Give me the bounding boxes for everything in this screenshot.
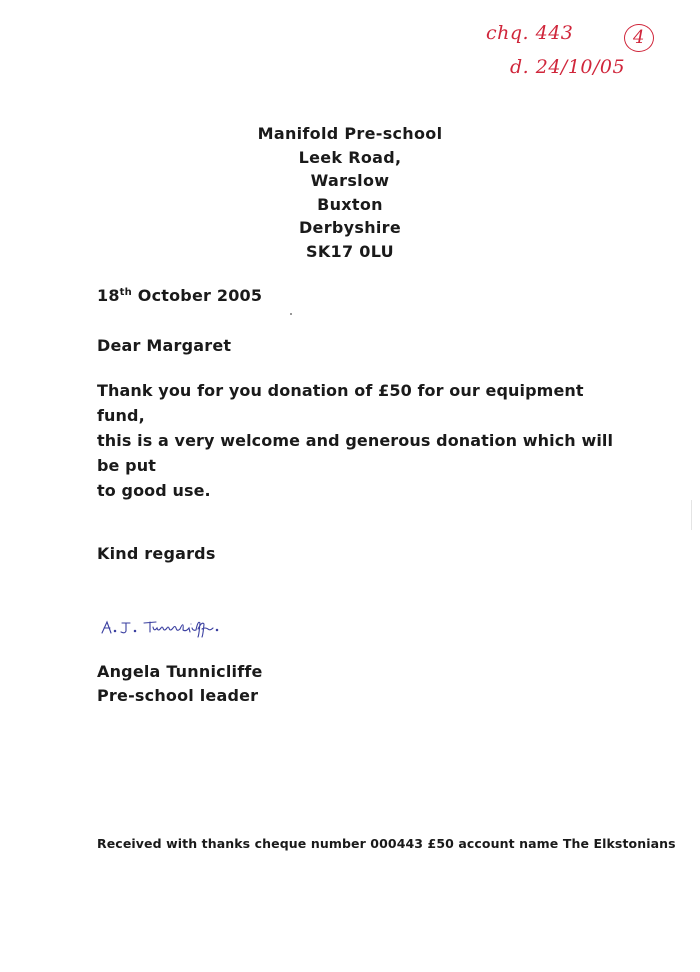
handwritten-signature — [100, 617, 260, 639]
signer-name: Angela Tunnicliffe — [97, 662, 263, 681]
date-day: 18 — [97, 286, 120, 305]
circled-number-annotation: 4 — [624, 24, 654, 52]
scan-speck — [290, 313, 292, 315]
address-line: Manifold Pre-school — [257, 124, 443, 143]
date-month-year: October 2005 — [137, 286, 263, 305]
address-line: SK17 0LU — [306, 241, 394, 261]
address-line: Leek Road, — [298, 147, 402, 167]
sender-address — [230, 122, 470, 264]
letter-body — [97, 378, 617, 503]
date-suffix: th — [119, 287, 132, 298]
body-line: Thank you for you donation of £50 for our equipment fund, — [97, 381, 584, 425]
letter-date — [97, 286, 262, 305]
address-line: Derbyshire — [298, 218, 402, 238]
closing: Kind regards — [97, 544, 216, 563]
address-line: Buxton — [317, 194, 383, 214]
salutation: Dear Margaret — [97, 336, 232, 355]
body-line: this is a very welcome and generous donation which will be put — [97, 431, 614, 475]
receipt-note: Received with thanks cheque number 000443 £50 account name The Elkstonians — [97, 836, 676, 851]
date-reference-annotation: d. 24/10/05 — [510, 56, 626, 78]
signer-role: Pre-school leader — [97, 686, 259, 705]
cheque-reference-annotation: chq. 443 — [486, 22, 574, 44]
body-line: to good use. — [97, 481, 211, 500]
address-line: Warslow — [310, 171, 390, 191]
scan-edge-mark — [691, 500, 700, 530]
